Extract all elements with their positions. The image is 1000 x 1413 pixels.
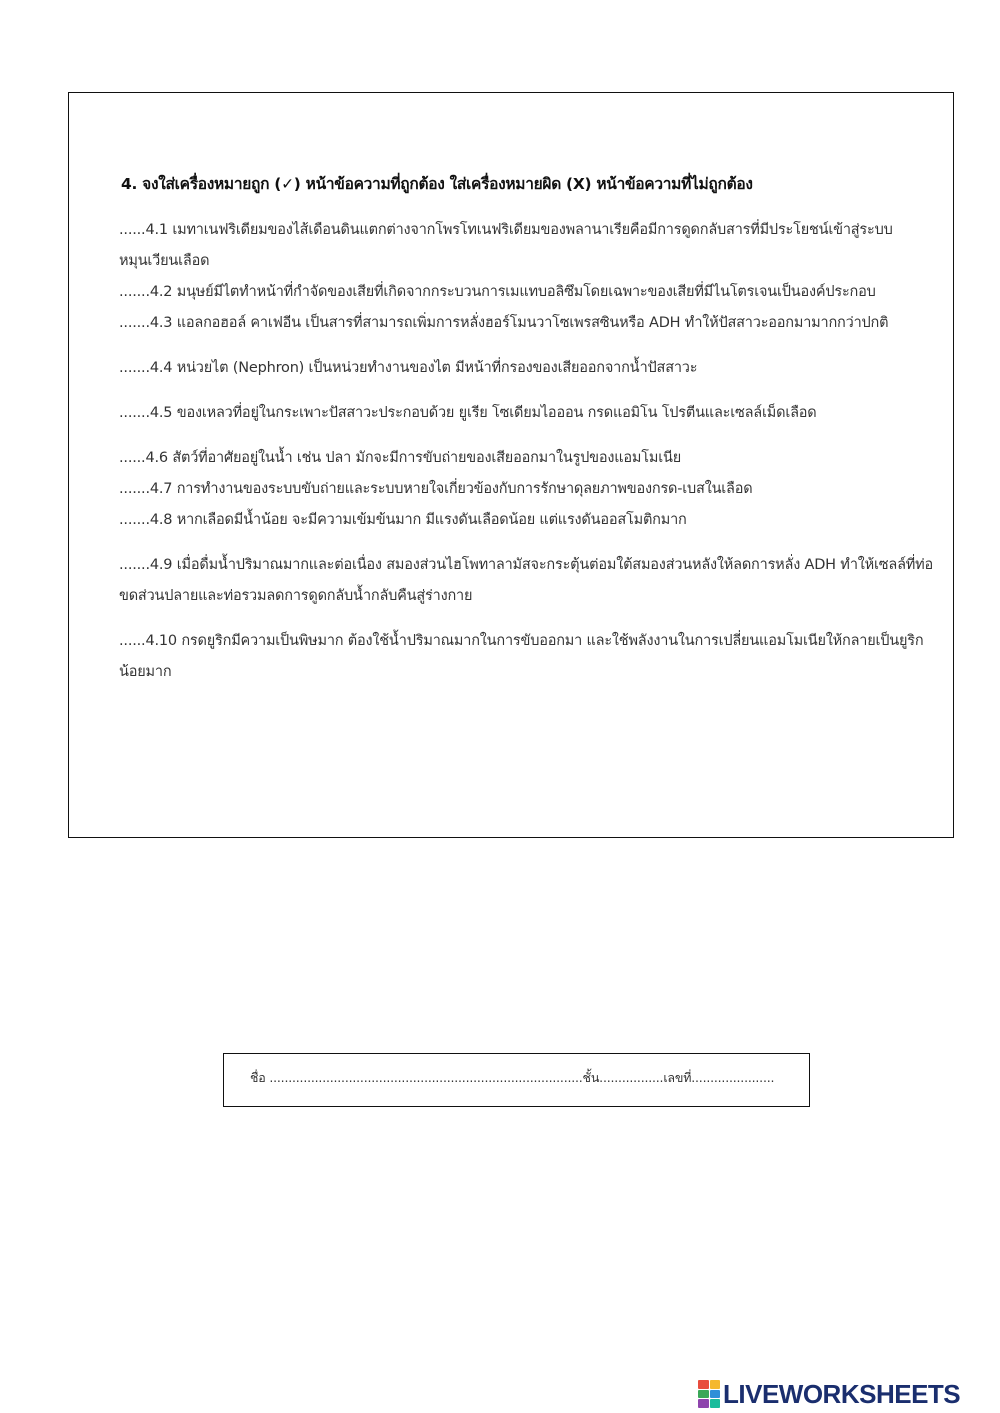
liveworksheets-logo-text: LIVEWORKSHEETS	[723, 1378, 961, 1409]
statement-4-6: ......4.6 สัตว์ที่อาศัยอยู่ในน้ำ เช่น ปลา มักจะมีการขับถ่ายของเสียออกมาในรูปของแอมโมเนีย	[119, 450, 681, 466]
statement-4-2: .......4.2 มนุษย์มีไตทำหน้าที่กำจัดของเสียที่เกิดจากกระบวนการเมแทบอลิซึมโดยเฉพาะของเสียที่มีไนโตรเจนเป็นองค์ประกอบ	[119, 284, 876, 300]
statement-4-4: .......4.4 หน่วยไต (Nephron) เป็นหน่วยทำงานของไต มีหน้าที่กรองของเสียออกจากน้ำปัสสาวะ	[119, 360, 698, 376]
student-info-box	[223, 1053, 810, 1107]
question-heading: 4. จงใส่เครื่องหมายถูก (✓) หน้าข้อความที่ถูกต้อง ใส่เครื่องหมายผิด (X) หน้าข้อความที่ไม่ถูกต้อง	[121, 175, 753, 193]
statement-4-8: .......4.8 หากเลือดมีน้ำน้อย จะมีความเข้มข้นมาก มีแรงดันเลือดน้อย แต่แรงดันออสโมติกมาก	[119, 512, 687, 528]
statement-4-7: .......4.7 การทำงานของระบบขับถ่ายและระบบหายใจเกี่ยวข้องกับการรักษาดุลยภาพของกรด-เบสในเลือด	[119, 481, 753, 497]
statement-4-5: .......4.5 ของเหลวที่อยู่ในกระเพาะปัสสาวะประกอบด้วย ยูเรีย โซเดียมไอออน กรดแอมิโน โปรตีนและเซลล์เม็ดเลือด	[119, 405, 817, 421]
statement-4-1: ......4.1 เมทาเนฟริเดียมของไส้เดือนดินแตกต่างจากโพรโทเนฟริเดียมของพลานาเรียคือมีการดูดกลับสารที่มีประโยชน์เข้าสู่ระบบหมุนเวียนเลือด	[119, 222, 893, 269]
liveworksheets-logo	[698, 1377, 960, 1411]
statement-4-3: .......4.3 แอลกอฮอล์ คาเฟอีน เป็นสารที่สามารถเพิ่มการหลั่งฮอร์โมนวาโซเพรสซินหรือ ADH ทำให้ปัสสาวะออกมามากกว่าปกติ	[119, 315, 889, 331]
statement-4-9: .......4.9 เมื่อดื่มน้ำปริมาณมากและต่อเนื่อง สมองส่วนไฮโพทาลามัสจะกระตุ้นต่อมใต้สมองส่วนหลังให้ลดการหลั่ง ADH ทำให้เซลล์ที่ท่อขดส่วนปลายและท่อรวมลดการดูดกลับน้ำกลับคืนสู่ร่างกาย	[119, 557, 934, 604]
student-info-line: ชื่อ ...................................................................................ชั้น.................เลขที่......................	[250, 1070, 775, 1085]
statement-4-10: ......4.10 กรดยูริกมีความเป็นพิษมาก ต้องใช้น้ำปริมาณมากในการขับออกมา และใช้พลังงานในการเปลี่ยนแอมโมเนียให้กลายเป็นยูริกน้อยมาก	[119, 633, 924, 680]
liveworksheets-logo-icon	[698, 1380, 720, 1408]
question-box	[68, 92, 954, 838]
question-items	[119, 215, 939, 688]
